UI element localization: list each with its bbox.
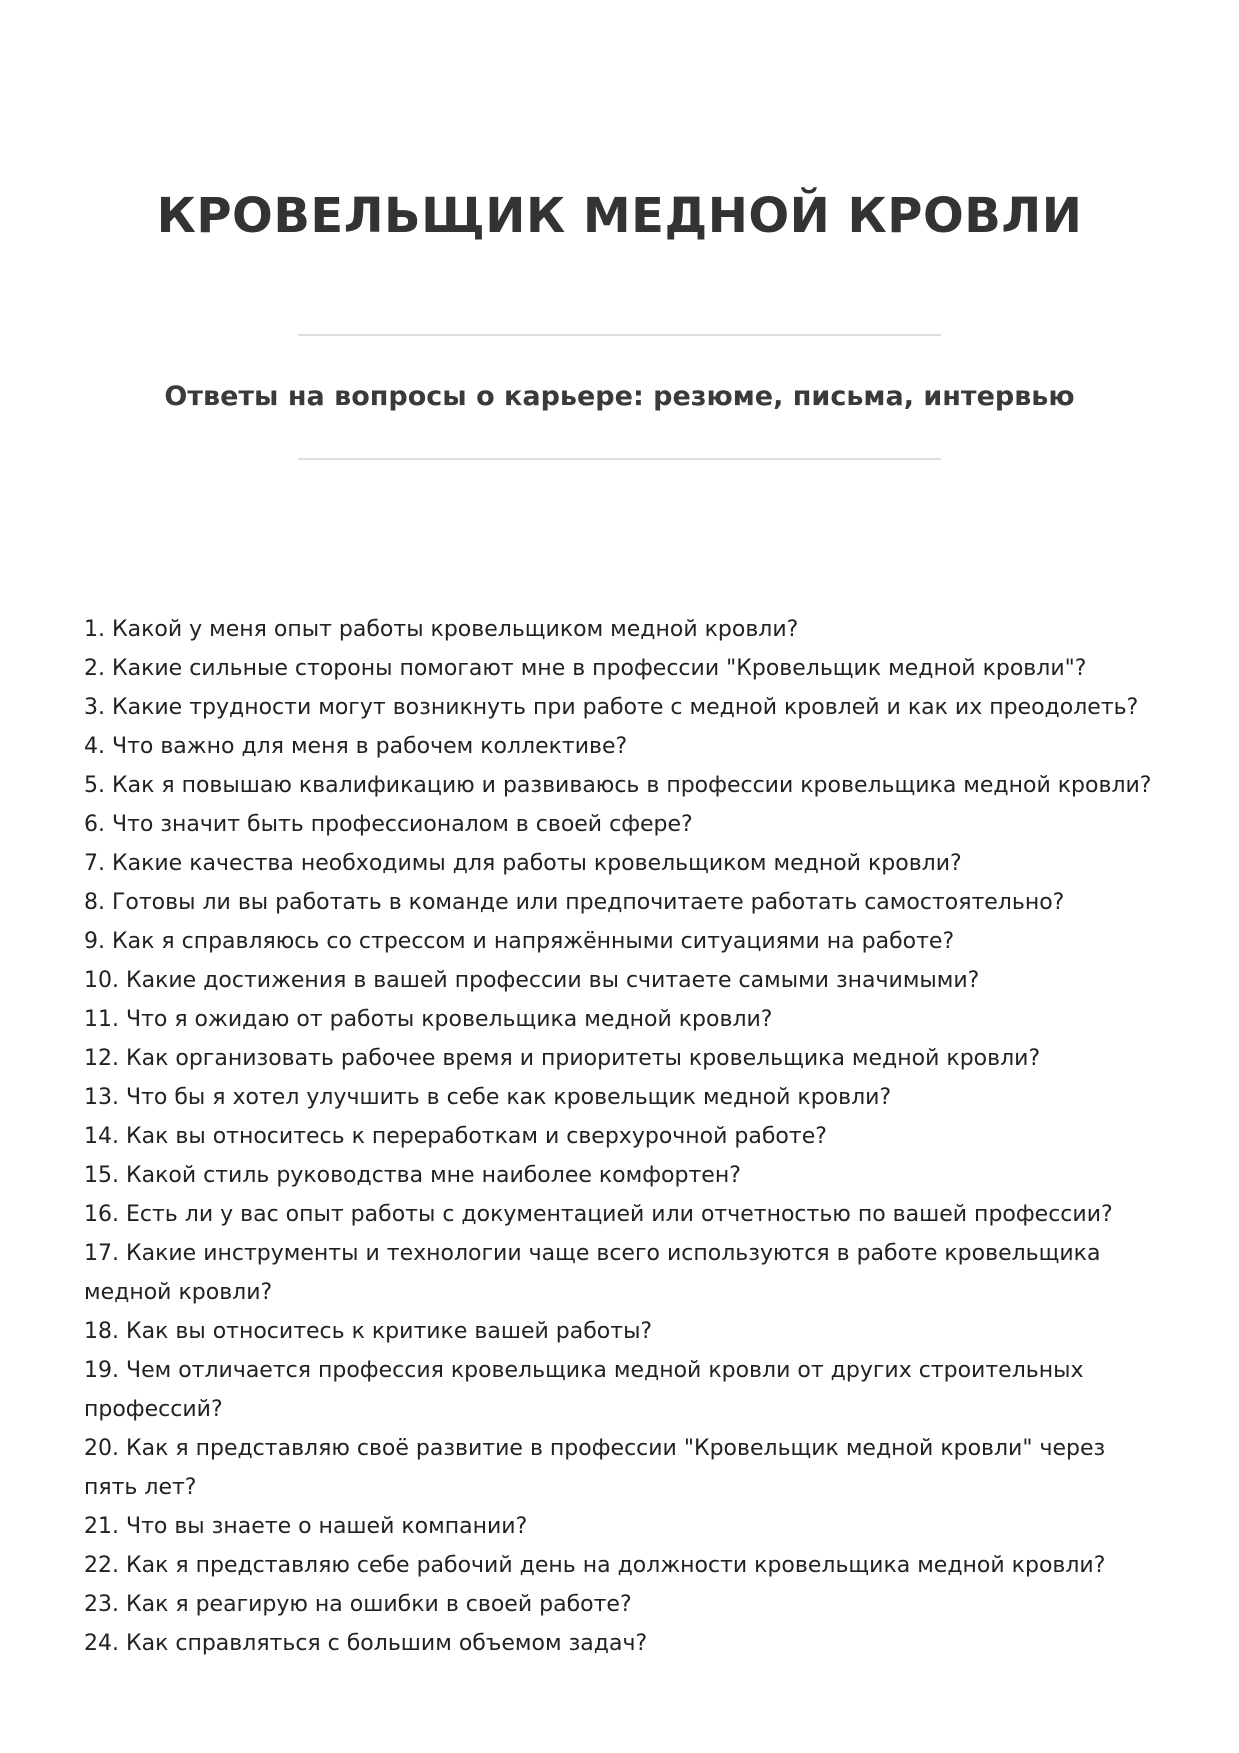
title-divider-top [298, 334, 941, 336]
question-item: 24. Как справляться с большим объемом задач? [84, 1631, 648, 1656]
question-item: 5. Как я повышаю квалификацию и развиваюсь в профессии кровельщика медной кровли? [84, 773, 1152, 798]
question-item: 22. Как я представляю себе рабочий день на должности кровельщика медной кровли? [84, 1553, 1106, 1578]
question-item: 12. Как организовать рабочее время и приоритеты кровельщика медной кровли? [84, 1046, 1041, 1071]
title-divider-bottom [298, 458, 941, 460]
question-item: 23. Как я реагирую на ошибки в своей работе? [84, 1592, 632, 1617]
page-subtitle: Ответы на вопросы о карьере: резюме, письма, интервью [164, 381, 1075, 412]
question-item: 8. Готовы ли вы работать в команде или предпочитаете работать самостоятельно? [84, 890, 1065, 915]
question-item: 19. Чем отличается профессия кровельщика медной кровли от других строительных профессий? [84, 1358, 1084, 1422]
question-item: 1. Какой у меня опыт работы кровельщиком медной кровли? [84, 617, 799, 642]
question-item: 2. Какие сильные стороны помогают мне в профессии "Кровельщик медной кровли"? [84, 656, 1087, 681]
question-item: 6. Что значит быть профессионалом в своей сфере? [84, 812, 693, 837]
question-item: 13. Что бы я хотел улучшить в себе как кровельщик медной кровли? [84, 1085, 892, 1110]
question-item: 20. Как я представляю своё развитие в профессии "Кровельщик медной кровли" через пять лет? [84, 1436, 1106, 1500]
question-item: 16. Есть ли у вас опыт работы с документацией или отчетностью по вашей профессии? [84, 1202, 1113, 1227]
question-item: 7. Какие качества необходимы для работы кровельщиком медной кровли? [84, 851, 962, 876]
question-item: 18. Как вы относитесь к критике вашей работы? [84, 1319, 653, 1344]
page-title: КРОВЕЛЬЩИК МЕДНОЙ КРОВЛИ [156, 188, 1083, 244]
question-item: 14. Как вы относитесь к переработкам и сверхурочной работе? [84, 1124, 827, 1149]
question-item: 17. Какие инструменты и технологии чаще всего используются в работе кровельщика медной кровли? [84, 1241, 1101, 1305]
question-item: 21. Что вы знаете о нашей компании? [84, 1514, 528, 1539]
question-item: 3. Какие трудности могут возникнуть при работе с медной кровлей и как их преодолеть? [84, 695, 1139, 720]
question-item: 4. Что важно для меня в рабочем коллективе? [84, 734, 628, 759]
question-item: 9. Как я справляюсь со стрессом и напряжёнными ситуациями на работе? [84, 929, 955, 954]
question-item: 11. Что я ожидаю от работы кровельщика медной кровли? [84, 1007, 773, 1032]
question-item: 10. Какие достижения в вашей профессии вы считаете самыми значимыми? [84, 968, 980, 993]
question-item: 15. Какой стиль руководства мне наиболее комфортен? [84, 1163, 741, 1188]
questions-list [84, 610, 1164, 1663]
